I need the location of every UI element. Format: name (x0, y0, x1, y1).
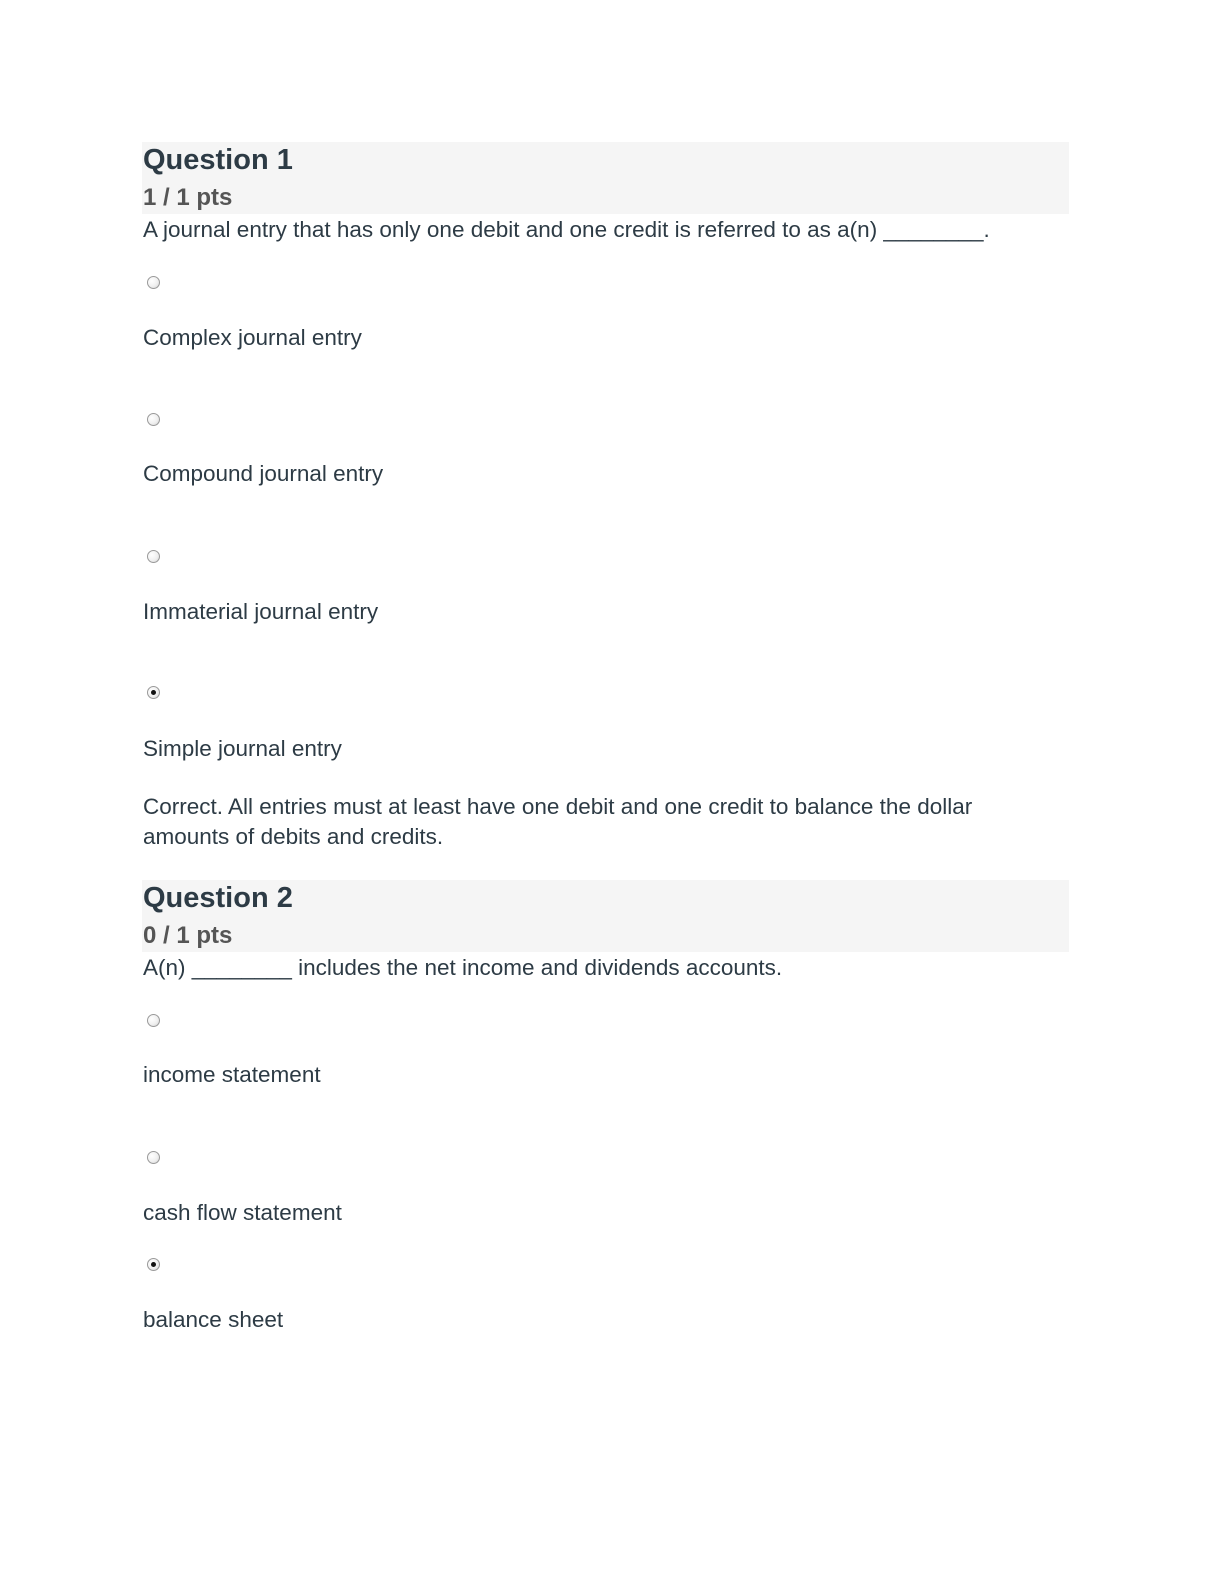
answer-radio-selected[interactable] (147, 686, 160, 699)
answer-radio-selected[interactable] (147, 1258, 160, 1271)
answer-radio[interactable] (147, 1014, 160, 1027)
answer-label: Simple journal entry (143, 736, 342, 761)
answer-label: Complex journal entry (143, 325, 362, 350)
answer-label: balance sheet (143, 1307, 284, 1332)
question-title: Question 2 (143, 882, 293, 914)
answer-label: income statement (143, 1062, 321, 1087)
answer-comment: Correct. All entries must at least have one debit and one credit to balance the dollar amounts of debits and credits. (143, 794, 973, 849)
answer-label: cash flow statement (143, 1200, 342, 1225)
question-title: Question 1 (143, 144, 293, 176)
answer-radio[interactable] (147, 413, 160, 426)
answer-radio[interactable] (147, 276, 160, 289)
answer-label: Immaterial journal entry (143, 599, 379, 624)
answer-radio[interactable] (147, 1151, 160, 1164)
question-points: 0 / 1 pts (143, 922, 233, 949)
question-text: A journal entry that has only one debit and one credit is referred to as a(n) ________. (143, 217, 990, 242)
answer-label: Compound journal entry (143, 461, 384, 486)
question-text: A(n) ________ includes the net income and dividends accounts. (143, 955, 783, 980)
question-points: 1 / 1 pts (143, 184, 233, 211)
answer-radio[interactable] (147, 550, 160, 563)
